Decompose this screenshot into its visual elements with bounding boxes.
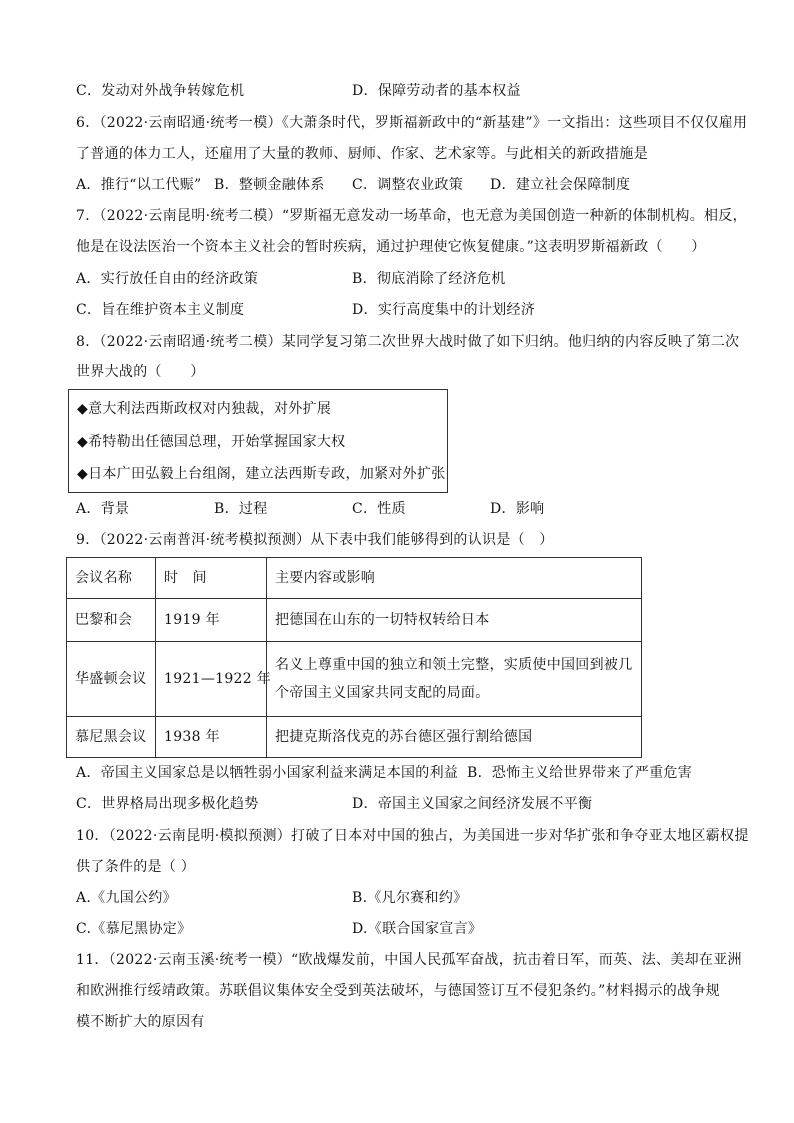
q8-stem-line-2: 世界大战的（ ）	[76, 364, 205, 380]
q8-stem-line-1: 8．（2022·云南昭通·统考二模）某同学复习第二次世界大战时做了如下归纳。他归纳的内容反映了第二次	[76, 334, 740, 350]
q6-stem-line-1: 6．（2022·云南昭通·统考一模）《大萧条时代，罗斯福新政中的“新基建”》一文指出：这些项目不仅仅雇用	[76, 115, 748, 131]
table-row	[67, 599, 642, 642]
q7-option-a: A．实行放任自由的经济政策	[76, 271, 259, 287]
q5-option-c: C．发动对外战争转嫁危机	[76, 83, 245, 99]
table-cell: 1921—1922 年	[156, 642, 267, 717]
table-cell: 慕尼黑会议	[67, 717, 156, 758]
table-cell: 名义上尊重中国的独立和领土完整，实质使中国回到被几个帝国主义国家共同支配的局面。	[267, 642, 642, 717]
q10-stem-line-1: 10．（2022·云南昆明·模拟预测）打破了日本对中国的独占，为美国进一步对华扩张和争夺亚太地区霸权提	[76, 828, 749, 844]
q5-option-d: D．保障劳动者的基本权益	[352, 83, 521, 99]
q6-stem-line-2: 了普通的体力工人，还雇用了大量的教师、厨师、作家、艺术家等。与此相关的新政措施是	[76, 146, 648, 162]
q7-option-d: D．实行高度集中的计划经济	[352, 302, 536, 318]
table-header-cell: 会议名称	[67, 558, 156, 599]
q6-option-a: A．推行“以工代赈”	[76, 177, 202, 193]
q10-stem-line-2: 供了条件的是（ ）	[76, 859, 196, 875]
q11-stem-line-2: 和欧洲推行绥靖政策。苏联倡议集体安全受到英法破坏，与德国签订互不侵犯条约。”材料揭示的战争规	[76, 983, 720, 999]
q9-option-c: C．世界格局出现多极化趋势	[76, 796, 259, 812]
q9-stem-line-1: 9．（2022·云南普洱·统考模拟预测）从下表中我们能够得到的认识是（ ）	[76, 532, 554, 548]
q9-option-d: D．帝国主义国家之间经济发展不平衡	[352, 796, 593, 812]
q6-option-b: B．整顿金融体系	[214, 177, 325, 193]
q11-stem-line-1: 11．（2022·云南玉溪·统考一模）“欧战爆发前，中国人民孤军奋战，抗击着日军，而英、法、美却在亚洲	[76, 952, 742, 968]
q8-summary-box	[68, 389, 448, 493]
q6-option-d: D．建立社会保障制度	[490, 177, 631, 193]
q9-option-a: A．帝国主义国家总是以牺牲弱小国家利益来满足本国的利益	[76, 765, 459, 781]
q10-option-c: C.《慕尼黑协定》	[76, 921, 192, 937]
q8-summary-item: ◆日本广田弘毅上台组阁，建立法西斯专政，加紧对外扩张	[77, 466, 446, 482]
q10-option-b: B.《凡尔赛和约》	[352, 890, 468, 906]
q9-option-b: B．恐怖主义给世界带来了严重危害	[467, 765, 693, 781]
table-cell: 巴黎和会	[67, 599, 156, 642]
q9-conference-table	[66, 557, 642, 758]
q11-stem-line-3: 模不断扩大的原因有	[76, 1014, 205, 1030]
table-row	[67, 717, 642, 758]
table-header-cell: 时 间	[156, 558, 267, 599]
q8-option-d: D．影响	[490, 501, 545, 517]
q8-summary-item: ◆希特勒出任德国总理，开始掌握国家大权	[77, 434, 346, 450]
table-cell: 华盛顿会议	[67, 642, 156, 717]
q8-option-a: A．背景	[76, 501, 130, 517]
q10-option-a: A.《九国公约》	[76, 890, 177, 906]
q8-option-b: B．过程	[214, 501, 268, 517]
q10-option-d: D.《联合国家宣言》	[352, 921, 483, 937]
table-cell: 1938 年	[156, 717, 267, 758]
q8-option-c: C．性质	[352, 501, 406, 517]
q6-option-c: C．调整农业政策	[352, 177, 464, 193]
table-cell: 把捷克斯洛伐克的苏台德区强行割给德国	[267, 717, 642, 758]
q7-option-c: C．旨在维护资本主义制度	[76, 302, 245, 318]
table-header-row	[67, 558, 642, 599]
table-cell: 1919 年	[156, 599, 267, 642]
table-row	[67, 642, 642, 717]
table-header-cell: 主要内容或影响	[267, 558, 642, 599]
table-cell: 把德国在山东的一切特权转给日本	[267, 599, 642, 642]
q7-stem-line-1: 7．（2022·云南昆明·统考二模）“罗斯福无意发动一场革命，也无意为美国创造一种新的体制机构。相反，	[76, 208, 747, 224]
q7-stem-line-2: 他是在设法医治一个资本主义社会的暂时疾病，通过护理使它恢复健康。”这表明罗斯福新政（ ）	[76, 239, 706, 255]
q7-option-b: B．彻底消除了经济危机	[352, 271, 506, 287]
q8-summary-item: ◆意大利法西斯政权对内独裁，对外扩展	[77, 401, 332, 417]
